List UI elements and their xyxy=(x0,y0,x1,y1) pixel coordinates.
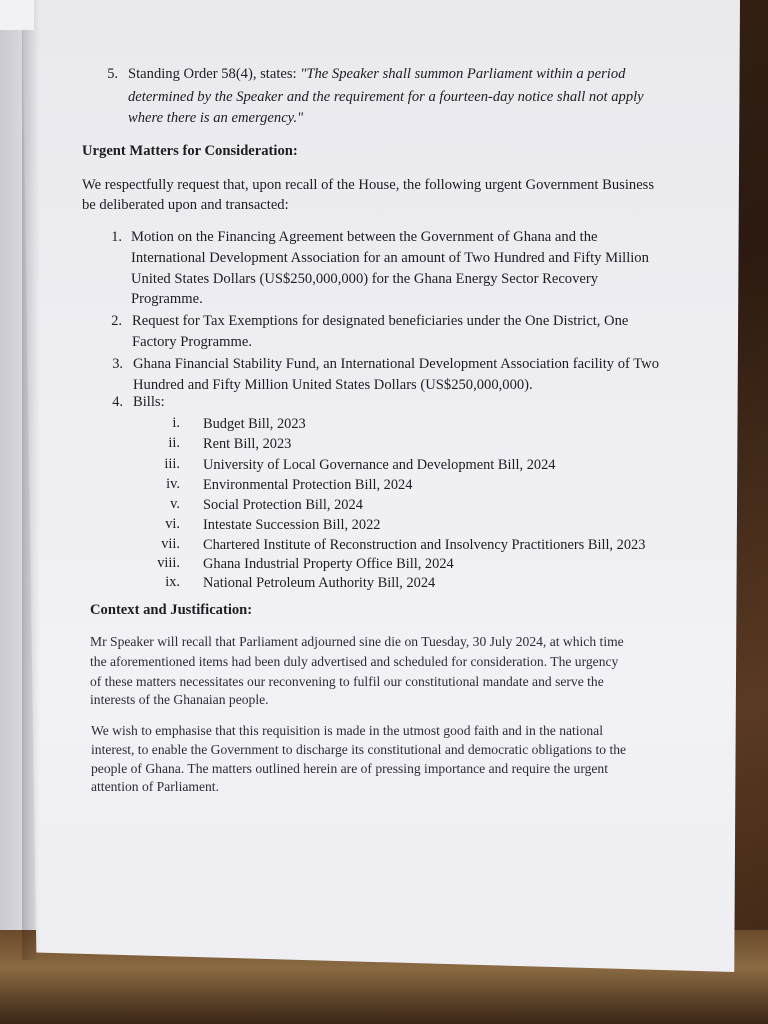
bill-numeral: ix. xyxy=(165,574,180,590)
standing-order-quote-2: determined by the Speaker and the requirement for a fourteen-day notice shall not apply xyxy=(128,89,644,105)
bill-numeral: i. xyxy=(172,415,180,431)
item-1-line-1: Motion on the Financing Agreement between the Government of Ghana and the xyxy=(131,229,598,245)
item-1-line-4: Programme. xyxy=(131,291,203,307)
context-para-2-line-1: We wish to emphasise that this requisition is made in the utmost good faith and in the national xyxy=(91,723,603,738)
bill-title: Budget Bill, 2023 xyxy=(203,416,306,432)
bill-title: University of Local Governance and Development Bill, 2024 xyxy=(203,457,556,473)
bill-title: National Petroleum Authority Bill, 2024 xyxy=(203,575,436,591)
bill-title: Environmental Protection Bill, 2024 xyxy=(203,477,413,493)
context-heading: Context and Justification: xyxy=(90,602,253,618)
context-para-1-line-3: of these matters necessitates our reconvening to fulfil our constitutional mandate and serve the xyxy=(90,674,604,689)
bill-numeral: viii. xyxy=(157,555,180,571)
bill-title: Intestate Succession Bill, 2022 xyxy=(203,517,381,533)
bill-numeral: vii. xyxy=(161,536,180,552)
list-number: 3. xyxy=(112,356,123,372)
context-para-2-line-4: attention of Parliament. xyxy=(91,779,219,794)
bill-numeral: vi. xyxy=(165,516,180,532)
context-para-2-line-2: interest, to enable the Government to discharge its constitutional and democratic obligations to the xyxy=(91,742,627,757)
urgent-matters-heading: Urgent Matters for Consideration: xyxy=(82,143,298,159)
item-2-line-1: Request for Tax Exemptions for designated beneficiaries under the One District, One xyxy=(132,313,629,329)
standing-order-lead: Standing Order 58(4), states: xyxy=(128,66,297,82)
context-para-1-line-1: Mr Speaker will recall that Parliament adjourned sine die on Tuesday, 30 July 2024, at which time xyxy=(90,634,624,649)
standing-order-quote-3: where there is an emergency." xyxy=(128,110,304,126)
bill-title: Rent Bill, 2023 xyxy=(203,436,292,452)
item-4-line-1: Bills: xyxy=(133,394,165,410)
bill-numeral: v. xyxy=(170,496,180,512)
list-number: 5. xyxy=(107,66,118,82)
bill-numeral: iii. xyxy=(164,456,180,472)
urgent-intro-line-2: be deliberated upon and transacted: xyxy=(82,197,289,213)
list-number: 1. xyxy=(111,229,122,245)
item-2-line-2: Factory Programme. xyxy=(132,334,252,350)
item-3-line-1: Ghana Financial Stability Fund, an International Development Association facility of Two xyxy=(133,356,660,372)
list-number: 4. xyxy=(112,394,123,410)
item-1-line-3: United States Dollars (US$250,000,000) for the Ghana Energy Sector Recovery xyxy=(131,271,599,287)
context-para-1-line-2: the aforementioned items had been duly advertised and scheduled for consideration. The urgency xyxy=(90,654,619,669)
bill-title: Social Protection Bill, 2024 xyxy=(203,497,363,513)
bill-numeral: ii. xyxy=(168,435,180,451)
urgent-intro-line-1: We respectfully request that, upon recall of the House, the following urgent Government Business xyxy=(82,177,655,193)
bill-numeral: iv. xyxy=(166,476,180,492)
list-number: 2. xyxy=(111,313,122,329)
context-para-2-line-3: people of Ghana. The matters outlined herein are of pressing importance and require the urgent xyxy=(91,761,609,776)
context-para-1-line-4: interests of the Ghanaian people. xyxy=(90,692,269,707)
item-1-line-2: International Development Association for an amount of Two Hundred and Fifty Million xyxy=(131,250,649,266)
bill-title: Chartered Institute of Reconstruction and Insolvency Practitioners Bill, 2023 xyxy=(203,537,646,553)
standing-order-quote-1: "The Speaker shall summon Parliament within a period xyxy=(300,66,626,82)
bill-title: Ghana Industrial Property Office Bill, 2024 xyxy=(203,556,454,572)
standing-order-line-1 xyxy=(128,64,625,84)
item-3-line-2: Hundred and Fifty Million United States Dollars (US$250,000,000). xyxy=(133,377,533,393)
